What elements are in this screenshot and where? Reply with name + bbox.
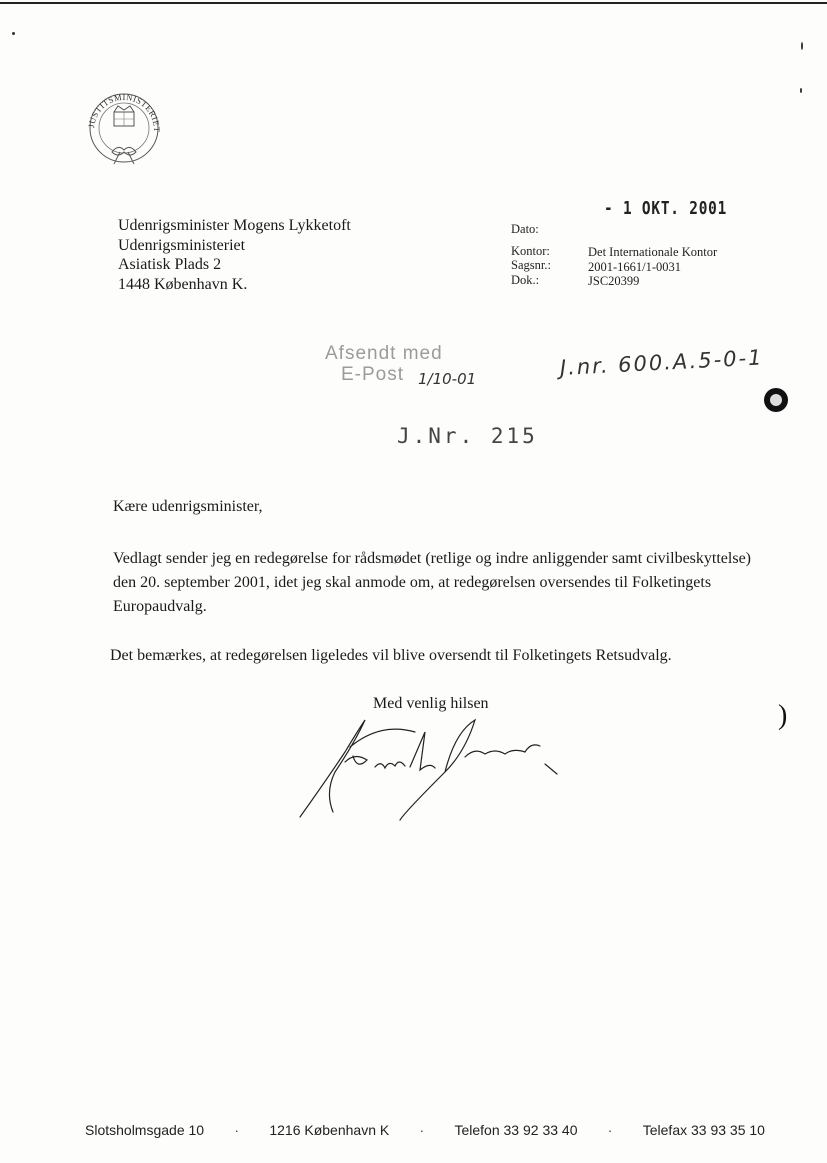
recipient-address	[118, 216, 351, 294]
letter-paragraph-2: Det bemærkes, at redegørelsen ligeledes vil blive oversendt til Folketingets Retsudvalg.	[110, 647, 672, 664]
doc-label: Dok.:	[511, 272, 540, 287]
punch-hole-inner	[770, 394, 782, 406]
footer-separator: ·	[419, 1122, 425, 1138]
recipient-organization: Udenrigsministeriet	[118, 236, 246, 254]
scan-speck	[801, 42, 803, 50]
date-stamp: - 1 OKT. 2001	[604, 198, 728, 219]
top-edge-line	[0, 2, 827, 4]
footer-address: Slotsholmsgade 10	[85, 1122, 205, 1138]
handwritten-sent-date: 1/10-01	[418, 370, 477, 388]
scan-speck	[12, 32, 15, 35]
sent-stamp-line1: Afsendt med	[325, 343, 443, 364]
footer-fax: Telefax 33 93 35 10	[642, 1122, 765, 1138]
date-label: Dato:	[511, 222, 539, 236]
closing: Med venlig hilsen	[373, 695, 489, 712]
recipient-street: Asiatisk Plads 2	[118, 256, 222, 273]
footer-phone: Telefon 33 92 33 40	[454, 1122, 578, 1138]
office-label: Kontor:	[511, 243, 550, 258]
footer-separator: ·	[607, 1122, 613, 1138]
salutation: Kære udenrigsminister,	[113, 498, 263, 515]
handwritten-journal-number: J.nr. 600.A.5-0-1	[559, 345, 765, 380]
letter-paragraph-1: Vedlagt sender jeg en redegørelse for rådsmødet (retlige og indre anliggender samt civilbeskyttelse) den 20. september 2001, idet jeg skal anmode om, at redegørelsen oversendes til Folketingets Europaudvalg.	[113, 550, 751, 615]
scan-speck	[800, 88, 802, 93]
svg-text:JUSTITSMINISTERIET: JUSTITSMINISTERIET	[86, 91, 163, 133]
meta-labels	[511, 222, 551, 287]
footer-city: 1216 København K	[269, 1122, 390, 1138]
justitsministeriet-seal-icon	[80, 86, 168, 168]
handwritten-signature	[295, 712, 570, 822]
margin-bracket-mark: )	[778, 700, 788, 731]
number-stamp: J.Nr. 215	[397, 424, 538, 448]
meta-values	[588, 245, 717, 289]
case-value: 2001-1661/1-0031	[588, 259, 682, 274]
case-label: Sagsnr.:	[511, 258, 551, 272]
recipient-city: 1448 København K.	[118, 275, 248, 293]
footer-separator: ·	[234, 1122, 240, 1138]
office-value: Det Internationale Kontor	[588, 245, 718, 259]
doc-value: JSC20399	[588, 274, 640, 288]
sent-stamp-line2: E-Post	[341, 364, 405, 385]
recipient-name: Udenrigsminister Mogens Lykketoft	[118, 217, 351, 234]
letterhead-footer	[85, 1122, 765, 1138]
